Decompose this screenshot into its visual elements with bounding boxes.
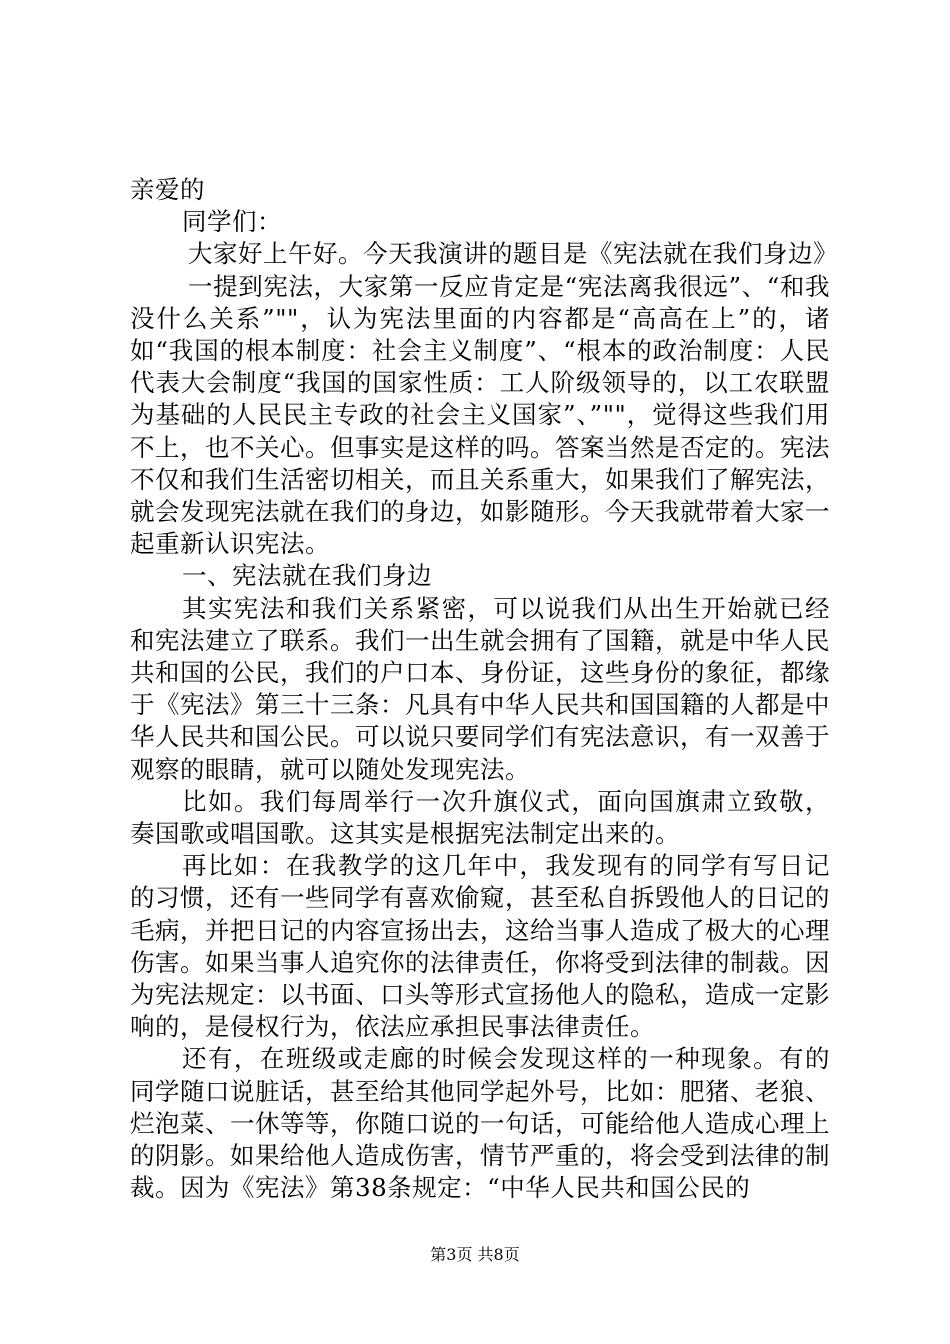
page-number-footer: 第3页 共8页	[430, 1245, 520, 1264]
paragraph-name-calling: 还有，在班级或走廊的时候会发现这样的一种现象。有的同学随口说脏话，甚至给其他同学起外号，比如：肥猪、老狼、烂泡菜、一休等等，你随口说的一句话，可能给他人造成心理上的阴影。如果给他人造成伤害，情节严重的，将会受到法律的制裁。因为《宪法》第38条规定：“中华人民共和国公民的	[130, 1044, 830, 1203]
salutation-addressee: 同学们：	[182, 207, 282, 237]
paragraph-intro: 一提到宪法，大家第一反应肯定是“宪法离我很远”、“和我没什么关系”""，认为宪法里面的内容都是“高高在上”的，诸如“我国的根本制度：社会主义制度”、“根本的政治制度：人民代表大会制度“我国的国家性质：工人阶级领导的，以工农联盟为基础的人民民主专政的社会主义国家”、”""，觉得这些我们用不上，也不关心。但事实是这样的吗。答案当然是否定的。宪法不仅和我们生活密切相关，而且关系重大，如果我们了解宪法，就会发现宪法就在我们的身边，如影随形。今天我就带着大家一起重新认识宪法。	[130, 271, 830, 559]
salutation-line: 亲爱的	[130, 175, 205, 204]
paragraph-flag-ceremony: 比如。我们每周举行一次升旗仪式，面向国旗肃立致敬，奏国歌或唱国歌。这其实是根据宪法制定出来的。	[130, 786, 830, 849]
paragraph-diary-privacy: 再比如：在我教学的这几年中，我发现有的同学有写日记的习惯，还有一些同学有喜欢偷窥，甚至私自拆毁他人的日记的毛病，并把日记的内容宣扬出去，这给当事人造成了极大的心理伤害。如果当事人追究你的法律责任，你将受到法律的制裁。因为宪法规定：以书面、口头等形式宣扬他人的隐私，造成一定影响的，是侵权行为，依法应承担民事法律责任。	[130, 851, 830, 1042]
paragraph-citizenship: 其实宪法和我们关系紧密，可以说我们从出生开始就已经和宪法建立了联系。我们一出生就会拥有了国籍，就是中华人民共和国的公民，我们的户口本、身份证，这些身份的象征，都缘于《宪法》第三十三条：凡具有中华人民共和国国籍的人都是中华人民共和国公民。可以说只要同学们有宪法意识，有一双善于观察的眼睛，就可以随处发现宪法。	[130, 593, 830, 784]
paragraph-greeting: 大家好上午好。今天我演讲的题目是《宪法就在我们身边》	[188, 239, 838, 269]
section-heading: 一、宪法就在我们身边	[182, 561, 432, 591]
document-body	[130, 174, 838, 1205]
